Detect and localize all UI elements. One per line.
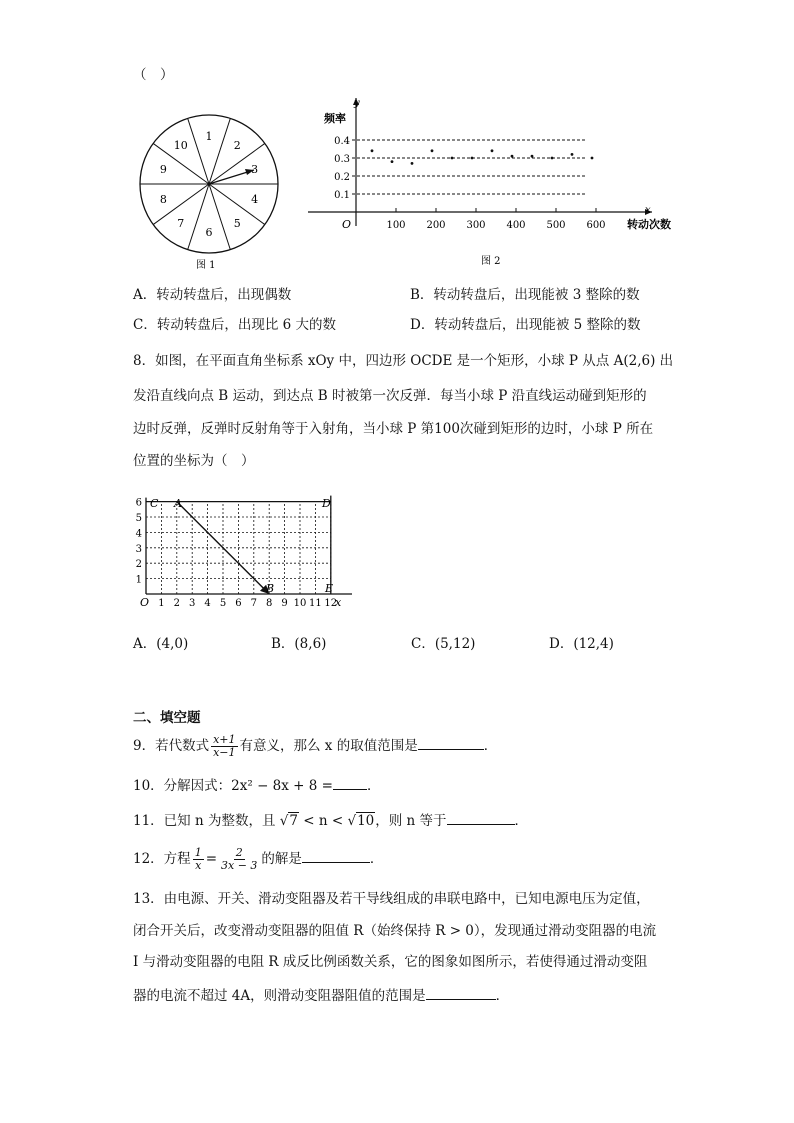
x-axis-title: 转动次数 — [627, 218, 671, 231]
point-d-label: D — [322, 497, 331, 510]
q10-answer-blank[interactable] — [333, 775, 367, 790]
origin-o-label: O — [140, 596, 150, 609]
q12-left-numerator: 1 — [194, 846, 202, 859]
x-tick-label: 200 — [426, 220, 446, 231]
q9-answer-blank[interactable] — [418, 735, 484, 750]
data-point — [391, 160, 394, 163]
q11: 11．已知 n 为整数，且 √7 < n < √10，则 n 等于 ． — [133, 810, 528, 830]
q9 — [133, 733, 497, 759]
x-tick-label: 500 — [546, 220, 566, 231]
x-tick-label: 5 — [219, 598, 227, 609]
q12 — [133, 845, 383, 873]
q12-equals: = — [205, 851, 217, 867]
x-axis-label: x — [645, 205, 651, 216]
y-tick-label: 3 — [135, 543, 142, 555]
x-tick-label: 11 — [309, 598, 322, 609]
x-tick-label: 3 — [189, 598, 196, 609]
q12-suffix: 的解是 — [261, 851, 302, 867]
q12-right-denominator: 3x − 3 — [221, 859, 258, 872]
q11-root-10: 10 — [357, 813, 375, 829]
q12-prefix: 12．方程 — [133, 851, 191, 867]
x-tick-label: 2 — [173, 598, 180, 609]
q11-inequality: < n < — [303, 813, 344, 829]
data-point — [511, 155, 514, 158]
frequency-chart — [300, 92, 700, 270]
spinner-sector-label: 10 — [173, 139, 188, 153]
q12-fraction-right — [219, 847, 259, 872]
data-point — [471, 157, 474, 160]
y-tick-label: 1 — [135, 574, 142, 586]
y-tick-label: 0.2 — [334, 172, 350, 183]
q11-end: ． — [514, 813, 529, 829]
y-tick-label: 4 — [135, 528, 142, 540]
q13-line-3: I 与滑动变阻器的电阻 R 成反比例函数关系，它的图象如图所示，若使得通过滑动变阻 — [133, 954, 648, 970]
spinner-sector-label: 8 — [159, 192, 167, 206]
q11-suffix: ，则 n 等于 — [375, 813, 447, 829]
origin-label: O — [342, 218, 352, 231]
q13-line-4-wrap — [133, 985, 509, 1005]
fig2-caption: 图 2 — [481, 256, 501, 267]
point-e-label: E — [325, 582, 334, 595]
q12-left-denominator: x — [195, 859, 202, 872]
x-tick-label: 400 — [506, 220, 526, 231]
spinner-sector-label: 3 — [251, 163, 259, 177]
data-point — [571, 153, 574, 156]
q13-line-1: 13．由电源、开关、滑动变阻器及若干导线组成的串联电路中，已知电源电压为定值， — [133, 891, 650, 907]
data-point — [451, 157, 454, 160]
spinner-sector-label: 1 — [205, 130, 213, 143]
spinner-spoke — [209, 118, 230, 184]
y-tick-label: 2 — [135, 559, 142, 571]
x-tick-label: 600 — [586, 220, 606, 231]
y-axis-title: 频率 — [324, 112, 346, 125]
q10 — [133, 775, 380, 795]
x-tick-label: 6 — [235, 598, 242, 609]
x-axis-x-label: x — [335, 596, 342, 609]
spinner-spoke — [188, 184, 209, 250]
y-tick-label: 0.4 — [334, 136, 350, 147]
spinner-sector-label: 5 — [233, 216, 241, 230]
q9-end: ． — [483, 738, 498, 754]
spinner-spoke — [209, 184, 230, 250]
spinner-sector-label: 2 — [233, 139, 241, 153]
data-point — [591, 157, 594, 160]
q7-option-c[interactable]: C．转动转盘后，出现比 6 大的数 — [133, 317, 337, 333]
point-b-label: B — [266, 582, 275, 595]
section-fill-in-title: 二、填空题 — [133, 710, 201, 726]
q7-option-b[interactable]: B．转动转盘后，出现能被 3 整除的数 — [410, 287, 640, 303]
q8-option-c[interactable]: C．(5,12) — [411, 636, 476, 652]
q9-suffix: 有意义，那么 x 的取值范围是 — [239, 738, 418, 754]
q13-answer-blank[interactable] — [426, 985, 496, 1000]
q11-answer-blank[interactable] — [447, 810, 515, 825]
data-point — [371, 149, 374, 152]
spinner-figure — [138, 112, 288, 272]
q8-option-d[interactable]: D．(12,4) — [549, 636, 614, 652]
y-axis-label: y — [354, 98, 360, 109]
q9-denominator: x−1 — [213, 746, 236, 759]
q10-end: ． — [366, 778, 381, 794]
x-tick-label: 300 — [466, 220, 486, 231]
q12-answer-blank[interactable] — [302, 848, 370, 863]
q12-fraction-left — [193, 847, 204, 872]
spinner-sector-label: 4 — [251, 192, 259, 206]
x-tick-label: 10 — [293, 598, 307, 609]
x-tick-label: 12 — [324, 598, 338, 609]
q11-prefix: 11．已知 n 为整数，且 — [133, 813, 276, 829]
q9-prefix: 9．若代数式 — [133, 738, 210, 754]
y-tick-label: 0.1 — [334, 190, 350, 201]
q8-line-4: 位置的坐标为（ ） — [133, 453, 255, 469]
x-tick-label: 1 — [158, 598, 165, 609]
spinner-sector-label: 9 — [159, 163, 167, 177]
x-tick-label: 100 — [386, 220, 406, 231]
x-tick-label: 7 — [250, 598, 257, 609]
x-tick-label: 8 — [266, 598, 273, 609]
q13-line-2: 闭合开关后，改变滑动变阻器的阻值 R（始终保持 R > 0），发现通过滑动变阻器的电流 — [133, 923, 657, 939]
q12-right-numerator: 2 — [235, 846, 243, 859]
data-point — [531, 155, 534, 158]
y-tick-label: 6 — [135, 497, 142, 509]
x-tick-label: 9 — [281, 598, 288, 609]
data-point — [551, 157, 554, 160]
fig1-caption: 图 1 — [196, 260, 216, 271]
q10-text: 10．分解因式：2x² − 8x + 8 = — [133, 778, 333, 794]
q8-option-b[interactable]: B．(8,6) — [271, 636, 327, 652]
spinner-sector-label: 7 — [177, 216, 185, 230]
point-a-label: A — [174, 497, 182, 510]
x-tick-label: 4 — [204, 598, 211, 609]
q8-line-2: 发沿直线向点 B 运动，到达点 B 时被第一次反弹．每当小球 P 沿直线运动碰到矩形的 — [133, 388, 647, 404]
q8-option-a[interactable]: A．(4,0) — [133, 636, 189, 652]
data-point — [431, 149, 434, 152]
q8-line-3: 边时反弹，反弹时反射角等于入射角，当小球 P 第100次碰到矩形的边时，小球 P 所在 — [133, 421, 654, 437]
y-tick-label: 0.3 — [334, 154, 350, 165]
q9-fraction — [211, 734, 237, 759]
q7-option-a[interactable]: A．转动转盘后，出现偶数 — [133, 287, 292, 303]
spinner-spoke — [188, 118, 209, 184]
spinner-sector-label: 6 — [205, 226, 213, 239]
q7-option-d[interactable]: D．转动转盘后，出现能被 5 整除的数 — [410, 317, 641, 333]
q12-end: ． — [369, 851, 384, 867]
q8-line-1: 8．如图，在平面直角坐标系 xOy 中，四边形 OCDE 是一个矩形，小球 P 从点 A(2,6) 出 — [133, 353, 674, 369]
rectangle-bounce-figure — [132, 493, 352, 611]
point-c-label: C — [150, 497, 159, 510]
data-point — [411, 162, 414, 165]
q9-numerator: x+1 — [213, 733, 236, 746]
q11-root-7: 7 — [289, 813, 298, 829]
q13-line-4: 器的电流不超过 4A，则滑动变阻器阻值的范围是 — [133, 988, 426, 1004]
y-tick-label: 5 — [135, 513, 142, 524]
q7-answer-paren: （ ） — [133, 67, 174, 83]
data-point — [491, 149, 494, 152]
q13-end: ． — [495, 988, 510, 1004]
